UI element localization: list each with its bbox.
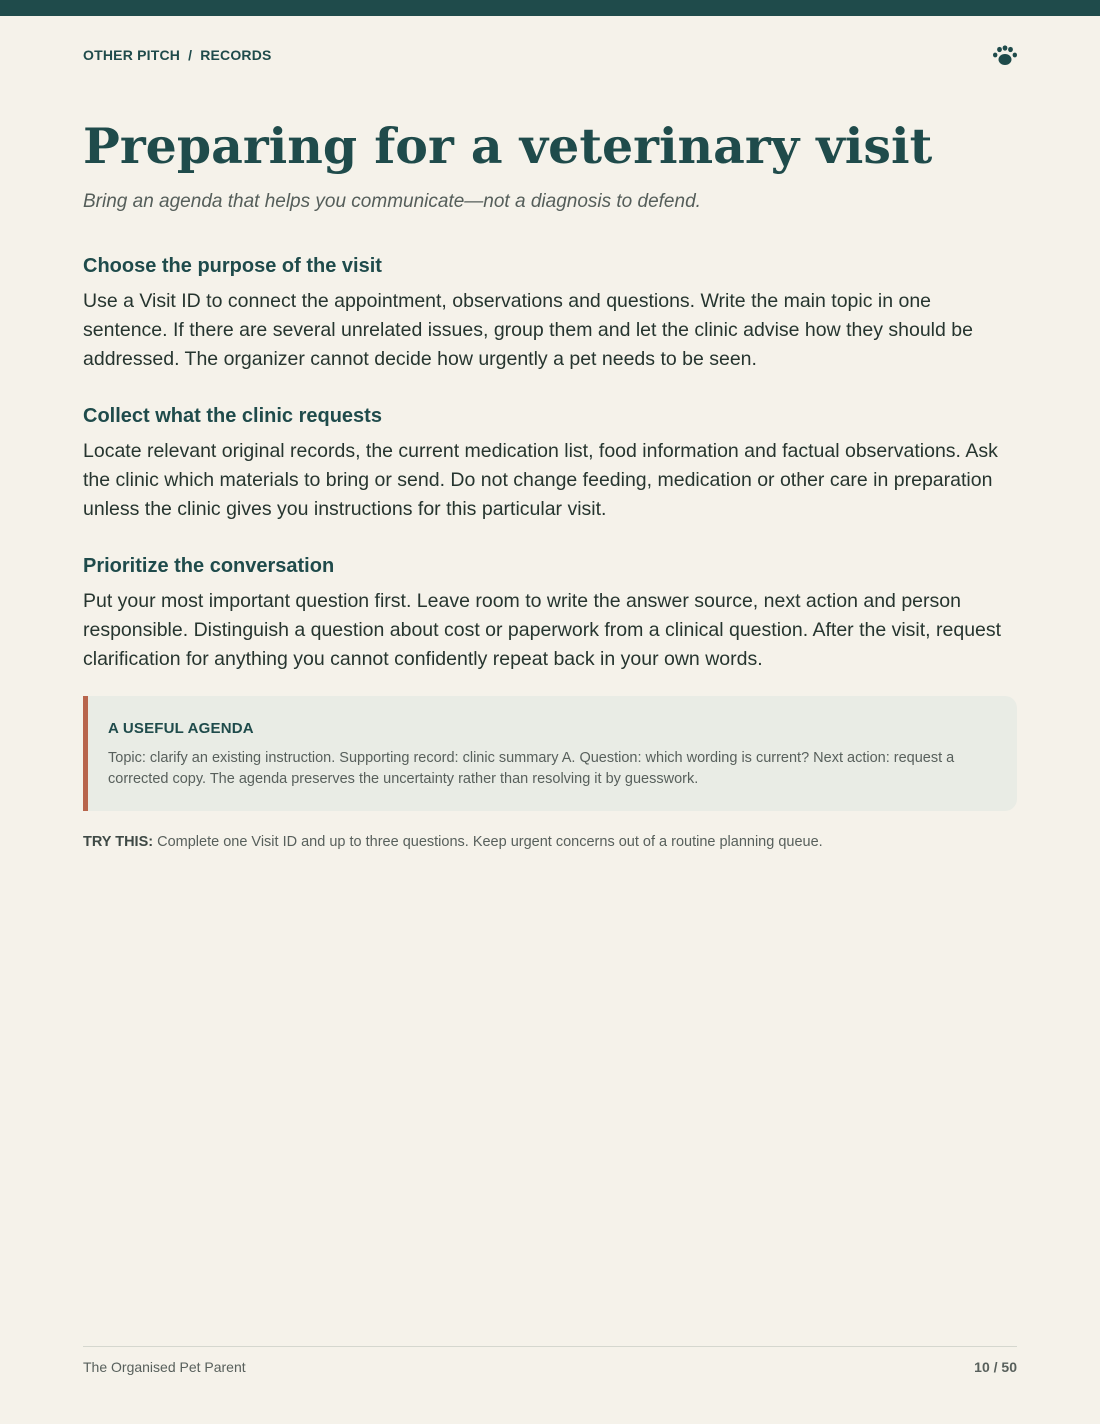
breadcrumb — [83, 47, 272, 63]
section-body: Locate relevant original records, the current medication list, food information and factual observations. Ask the clinic which materials to bring or send. Do not change feeding, medication or other care in preparation unless the clinic gives you instructions for this particular visit. — [83, 440, 998, 520]
page-subtitle: Bring an agenda that helps you communicate—not a diagnosis to defend. — [83, 191, 701, 212]
footer-book-title: The Organised Pet Parent — [83, 1359, 246, 1375]
section-prioritize — [83, 553, 1003, 674]
section-heading: Choose the purpose of the visit — [83, 255, 382, 277]
footer-divider — [83, 1346, 1017, 1347]
section-heading: Prioritize the conversation — [83, 555, 335, 577]
page-title: Preparing for a veterinary visit — [83, 117, 933, 175]
breadcrumb-item-other-pitch[interactable]: OTHER PITCH — [83, 47, 181, 63]
paw-icon — [992, 45, 1018, 69]
section-body: Use a Visit ID to connect the appointment, observations and questions. Write the main topic in one sentence. If there are several unrelated issues, group them and let the clinic advise how they should be addressed. The organizer cannot decide how urgently a pet needs to be seen. — [83, 290, 973, 370]
agenda-callout — [83, 696, 1017, 811]
section-purpose — [83, 253, 1003, 374]
page-number: 10 / 50 — [974, 1359, 1017, 1375]
section-body: Put your most important question first. Leave room to write the answer source, next action and person responsible. Distinguish a question about cost or paperwork from a clinical question. After the visit, request clarification for anything you cannot confidently repeat back in your own words. — [83, 590, 1002, 670]
callout-label: A USEFUL AGENDA — [108, 720, 254, 737]
try-this-text: Complete one Visit ID and up to three questions. Keep urgent concerns out of a routine planning queue. — [153, 834, 823, 850]
breadcrumb-separator: / — [188, 47, 193, 63]
breadcrumb-item-records[interactable]: RECORDS — [200, 47, 272, 63]
try-this-tip — [83, 832, 823, 852]
top-accent-bar — [0, 0, 1100, 16]
callout-text: Topic: clarify an existing instruction. Supporting record: clinic summary A. Question: which wording is current? Next action: request a corrected copy. The agenda preserves the uncertainty rather than resolving it by guesswork. — [108, 750, 955, 787]
try-this-label: TRY THIS: — [83, 834, 154, 850]
section-heading: Collect what the clinic requests — [83, 405, 382, 427]
section-collect — [83, 403, 1003, 524]
